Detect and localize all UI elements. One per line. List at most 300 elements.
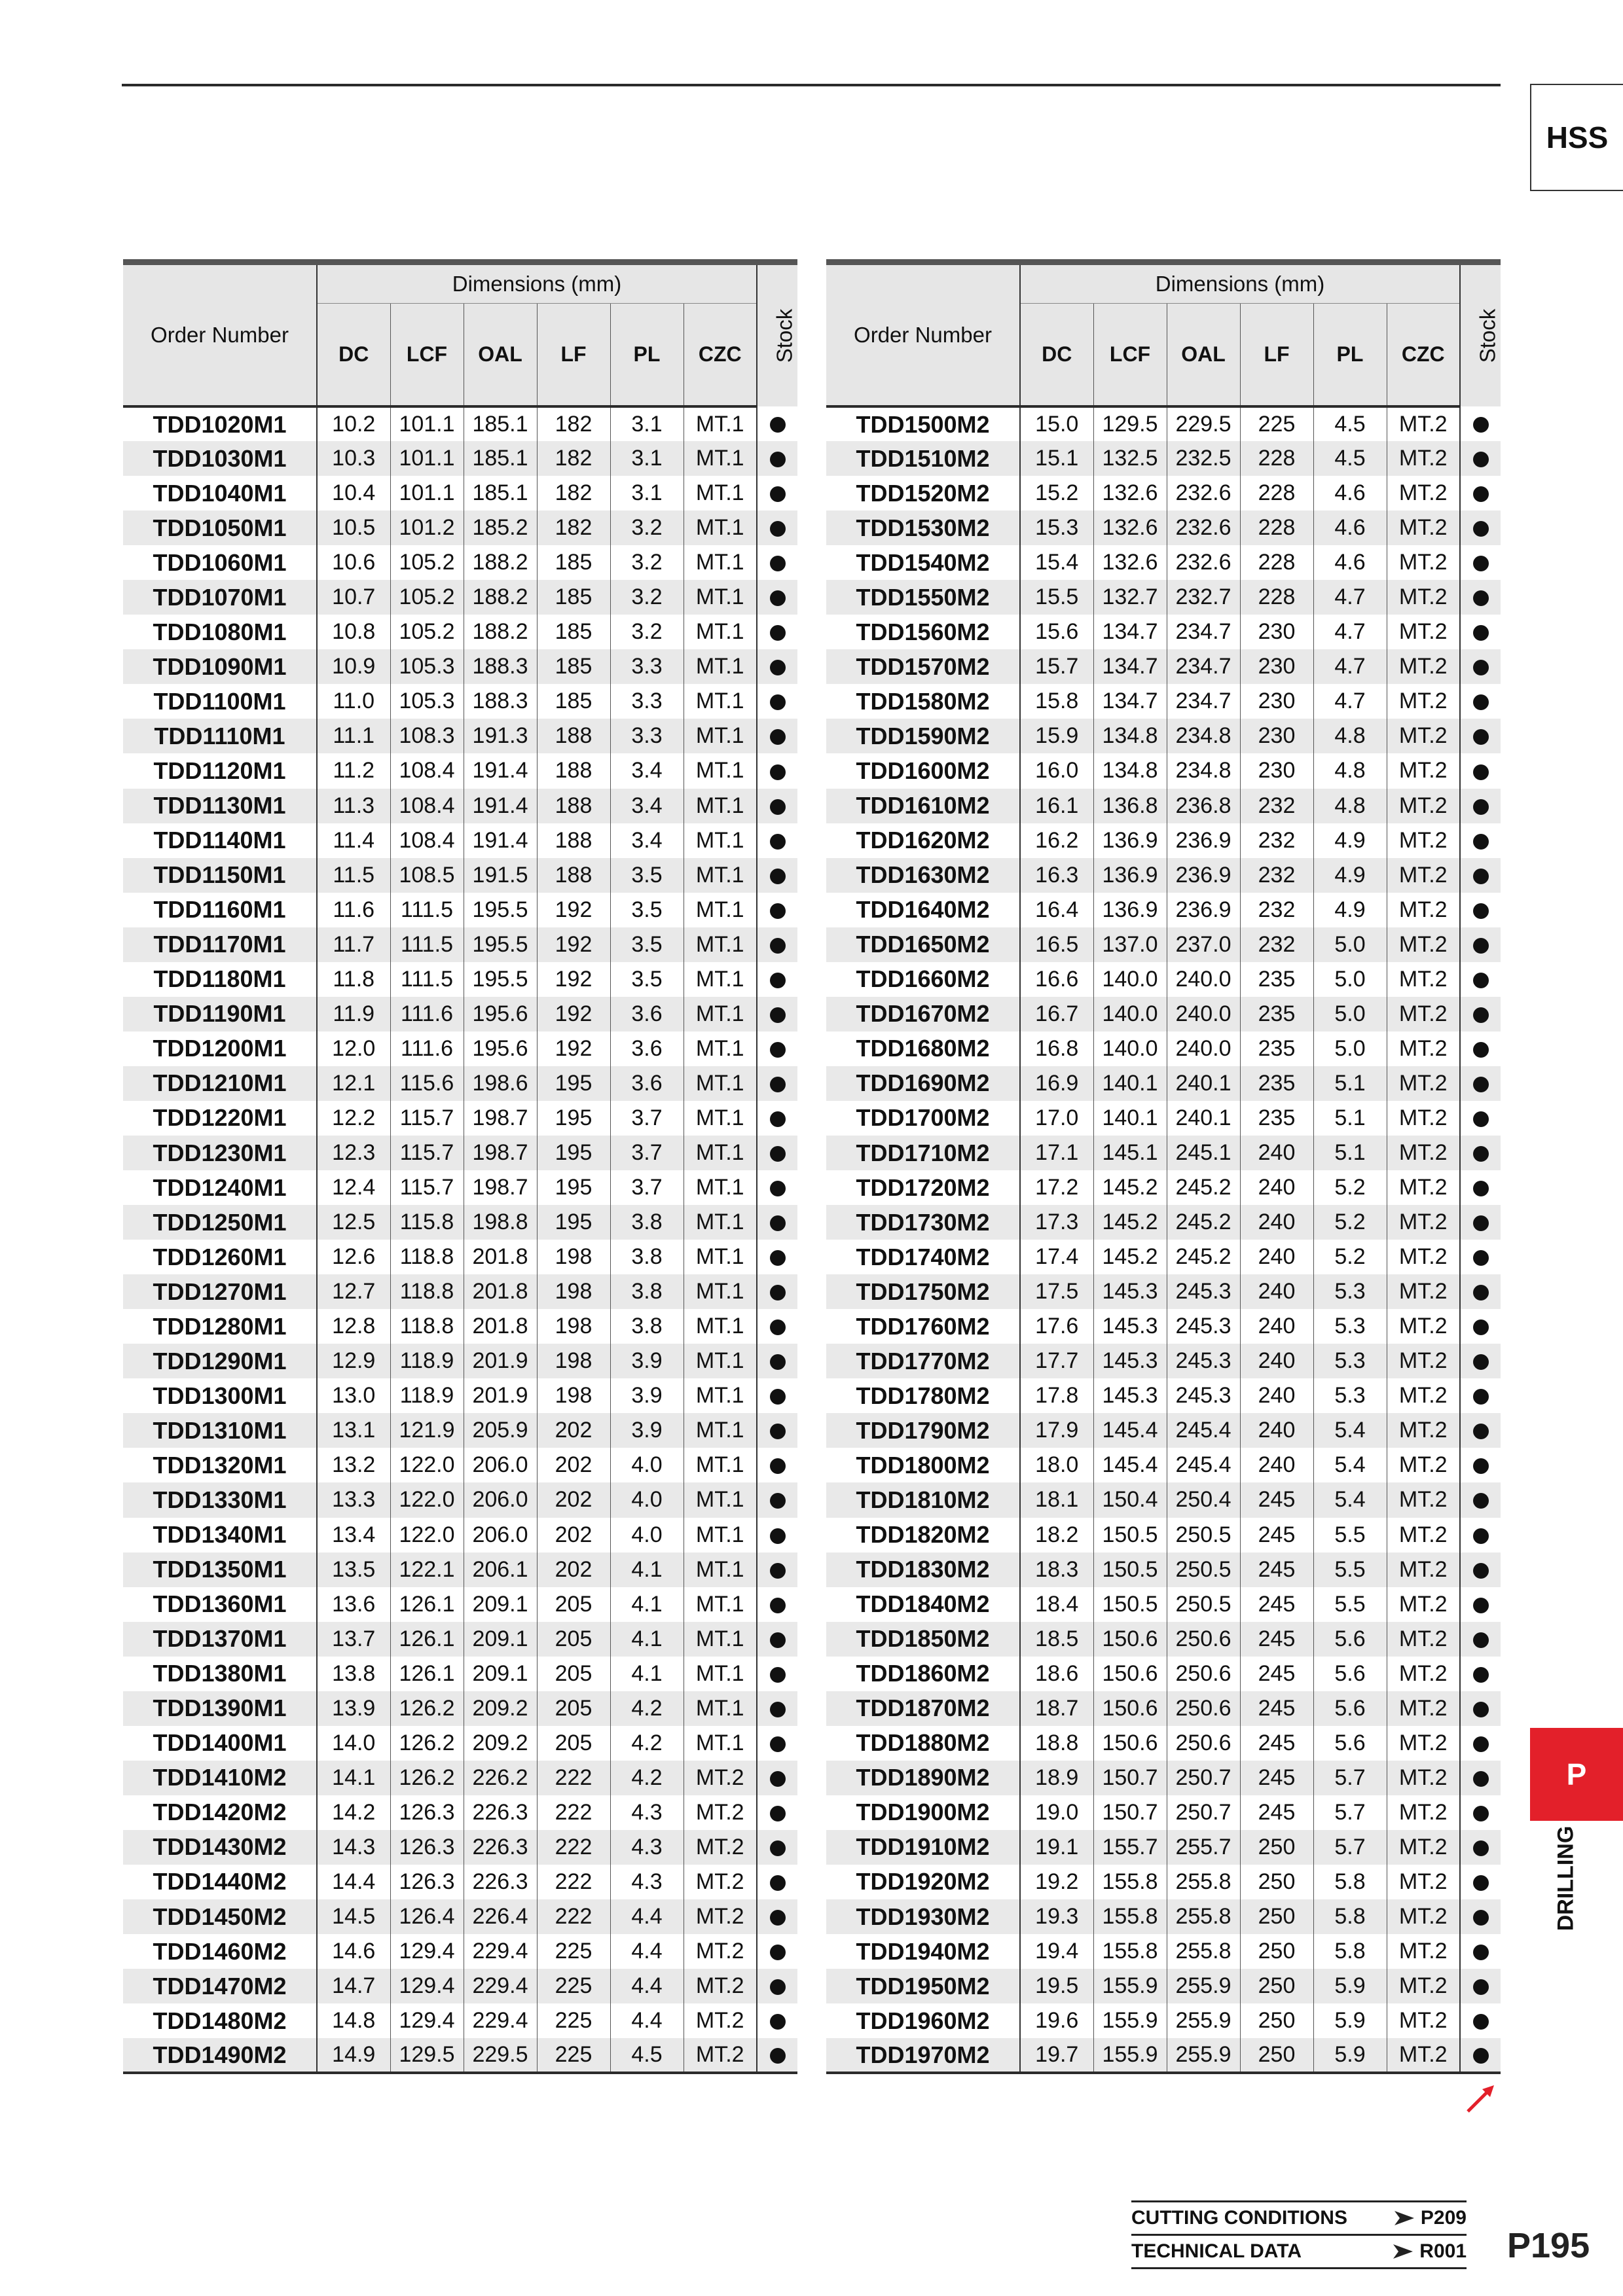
czc-cell: MT.2	[684, 1969, 757, 2003]
oal-cell: 232.7	[1167, 580, 1240, 615]
dc-cell: 16.8	[1020, 1031, 1093, 1066]
in-stock-dot-icon	[770, 1285, 786, 1300]
lf-cell: 235	[1240, 1066, 1313, 1101]
oal-cell: 229.5	[464, 2038, 537, 2073]
pl-cell: 3.8	[610, 1274, 684, 1309]
stock-cell	[757, 1136, 797, 1170]
in-stock-dot-icon	[1473, 1493, 1489, 1509]
order-number-cell: TDD1560M2	[826, 615, 1020, 649]
order-number-cell: TDD1620M2	[826, 823, 1020, 858]
dc-cell: 17.5	[1020, 1274, 1093, 1309]
dc-cell: 17.2	[1020, 1170, 1093, 1205]
oal-cell: 245.4	[1167, 1448, 1240, 1482]
lf-cell: 192	[537, 927, 610, 962]
ref-cutting-conditions[interactable]	[1131, 2200, 1467, 2234]
stock-cell	[1460, 1448, 1501, 1482]
lf-cell: 235	[1240, 962, 1313, 997]
oal-cell: 240.0	[1167, 997, 1240, 1031]
lcf-cell: 101.1	[390, 441, 464, 476]
stock-cell	[757, 1344, 797, 1378]
pl-cell: 4.7	[1313, 580, 1387, 615]
pl-cell: 4.9	[1313, 893, 1387, 927]
order-number-cell: TDD1110M1	[123, 719, 317, 753]
table-row	[123, 580, 797, 615]
dc-cell: 13.2	[317, 1448, 390, 1482]
order-number-cell: TDD1280M1	[123, 1309, 317, 1344]
lcf-cell: 150.4	[1093, 1482, 1167, 1517]
in-stock-dot-icon	[770, 834, 786, 850]
dc-cell: 12.9	[317, 1344, 390, 1378]
pl-cell: 4.3	[610, 1865, 684, 1899]
oal-cell: 255.9	[1167, 2003, 1240, 2038]
order-number-cell: TDD1710M2	[826, 1136, 1020, 1170]
dc-cell: 16.6	[1020, 962, 1093, 997]
dc-cell: 14.7	[317, 1969, 390, 2003]
in-stock-dot-icon	[770, 1077, 786, 1092]
dc-cell: 10.3	[317, 441, 390, 476]
stock-cell	[1460, 997, 1501, 1031]
lcf-cell: 150.5	[1093, 1518, 1167, 1552]
order-number-cell: TDD1530M2	[826, 511, 1020, 545]
in-stock-dot-icon	[770, 1910, 786, 1926]
stock-cell	[1460, 1657, 1501, 1691]
table-row	[123, 511, 797, 545]
pl-cell: 5.9	[1313, 1969, 1387, 2003]
oal-cell: 191.5	[464, 858, 537, 893]
stock-cell	[1460, 1309, 1501, 1344]
czc-cell: MT.1	[684, 1344, 757, 1378]
czc-cell: MT.1	[684, 823, 757, 858]
lcf-cell: 126.3	[390, 1865, 464, 1899]
dc-cell: 19.7	[1020, 2038, 1093, 2073]
order-number-header: Order Number	[123, 262, 317, 407]
oal-cell: 255.8	[1167, 1899, 1240, 1934]
dc-cell: 15.8	[1020, 684, 1093, 719]
czc-cell: MT.2	[1387, 441, 1460, 476]
ref-technical-data[interactable]	[1131, 2234, 1467, 2269]
dc-cell: 16.1	[1020, 789, 1093, 823]
lcf-cell: 105.2	[390, 545, 464, 580]
czc-cell: MT.2	[1387, 997, 1460, 1031]
oal-cell: 250.5	[1167, 1587, 1240, 1622]
in-stock-dot-icon	[1473, 417, 1489, 433]
pl-cell: 3.6	[610, 997, 684, 1031]
dimensions-header: Dimensions (mm)	[317, 262, 757, 304]
lf-cell: 202	[537, 1482, 610, 1517]
table-row	[123, 1726, 797, 1761]
oal-cell: 250.6	[1167, 1726, 1240, 1761]
stock-cell	[757, 1899, 797, 1934]
stock-cell	[1460, 927, 1501, 962]
stock-cell	[1460, 1413, 1501, 1448]
oal-cell: 250.7	[1167, 1795, 1240, 1830]
lcf-cell: 145.3	[1093, 1274, 1167, 1309]
dc-cell: 19.3	[1020, 1899, 1093, 1934]
lf-cell: 225	[537, 1969, 610, 2003]
czc-cell: MT.2	[1387, 1691, 1460, 1726]
oal-cell: 245.2	[1167, 1240, 1240, 1274]
oal-cell: 188.2	[464, 615, 537, 649]
order-number-cell: TDD1310M1	[123, 1413, 317, 1448]
czc-cell: MT.1	[684, 511, 757, 545]
lcf-cell: 132.6	[1093, 511, 1167, 545]
in-stock-dot-icon	[770, 486, 786, 502]
table-row	[826, 823, 1501, 858]
table-row	[123, 753, 797, 788]
lcf-cell: 115.7	[390, 1170, 464, 1205]
table-row	[826, 1448, 1501, 1482]
in-stock-dot-icon	[1473, 1598, 1489, 1613]
order-number-cell: TDD1880M2	[826, 1726, 1020, 1761]
dc-cell: 17.8	[1020, 1378, 1093, 1413]
dc-cell: 12.3	[317, 1136, 390, 1170]
order-number-cell: TDD1330M1	[123, 1482, 317, 1517]
in-stock-dot-icon	[1473, 1424, 1489, 1439]
lf-cell: 228	[1240, 580, 1313, 615]
hss-badge: HSS	[1530, 84, 1623, 191]
table-row	[123, 1934, 797, 1969]
czc-cell: MT.2	[1387, 2038, 1460, 2073]
table-row	[123, 649, 797, 684]
oal-cell: 234.7	[1167, 684, 1240, 719]
lcf-cell: 121.9	[390, 1413, 464, 1448]
pl-cell: 4.9	[1313, 823, 1387, 858]
czc-cell: MT.2	[1387, 858, 1460, 893]
pl-cell: 3.8	[610, 1309, 684, 1344]
reference-links	[1131, 2200, 1467, 2269]
stock-cell	[757, 1378, 797, 1413]
order-number-cell: TDD1940M2	[826, 1934, 1020, 1969]
stock-cell	[757, 1691, 797, 1726]
stock-cell	[1460, 1240, 1501, 1274]
table-body-left	[123, 406, 797, 2073]
table-row	[826, 1795, 1501, 1830]
lcf-cell: 129.4	[390, 1969, 464, 2003]
lf-cell: 240	[1240, 1205, 1313, 1240]
table-row	[123, 719, 797, 753]
order-number-cell: TDD1320M1	[123, 1448, 317, 1482]
lcf-cell: 111.5	[390, 927, 464, 962]
lcf-cell: 145.2	[1093, 1170, 1167, 1205]
table-row	[123, 615, 797, 649]
order-number-cell: TDD1180M1	[123, 962, 317, 997]
table-row	[826, 893, 1501, 927]
table-row	[826, 753, 1501, 788]
lcf-cell: 145.3	[1093, 1309, 1167, 1344]
czc-cell: MT.1	[684, 858, 757, 893]
oal-cell: 250.6	[1167, 1622, 1240, 1657]
order-number-cell: TDD1920M2	[826, 1865, 1020, 1899]
lf-cell: 188	[537, 823, 610, 858]
table-row	[123, 2003, 797, 2038]
order-number-cell: TDD1370M1	[123, 1622, 317, 1657]
pl-cell: 3.2	[610, 615, 684, 649]
corner-arrow-icon	[1464, 2083, 1497, 2115]
in-stock-dot-icon	[770, 1493, 786, 1509]
lf-cell: 235	[1240, 1031, 1313, 1066]
table-row	[123, 789, 797, 823]
dc-cell: 18.7	[1020, 1691, 1093, 1726]
pl-cell: 4.2	[610, 1726, 684, 1761]
lf-cell: 230	[1240, 753, 1313, 788]
col-header-oal: OAL	[1167, 304, 1240, 407]
oal-cell: 232.6	[1167, 545, 1240, 580]
dc-cell: 19.0	[1020, 1795, 1093, 1830]
dc-cell: 18.2	[1020, 1518, 1093, 1552]
order-number-cell: TDD1810M2	[826, 1482, 1020, 1517]
pl-cell: 3.2	[610, 511, 684, 545]
czc-cell: MT.1	[684, 476, 757, 511]
arrow-right-icon	[1393, 2244, 1413, 2259]
dc-cell: 13.5	[317, 1552, 390, 1587]
table-row	[123, 476, 797, 511]
order-number-cell: TDD1660M2	[826, 962, 1020, 997]
stock-cell	[1460, 580, 1501, 615]
oal-cell: 250.5	[1167, 1552, 1240, 1587]
table-row	[123, 1969, 797, 2003]
czc-cell: MT.1	[684, 1691, 757, 1726]
oal-cell: 191.3	[464, 719, 537, 753]
lf-cell: 202	[537, 1552, 610, 1587]
oal-cell: 250.6	[1167, 1657, 1240, 1691]
lcf-cell: 155.9	[1093, 1969, 1167, 2003]
lcf-cell: 145.3	[1093, 1344, 1167, 1378]
lf-cell: 205	[537, 1726, 610, 1761]
lcf-cell: 126.1	[390, 1622, 464, 1657]
order-number-cell: TDD1520M2	[826, 476, 1020, 511]
page-number: P195	[1507, 2226, 1590, 2265]
order-number-cell: TDD1570M2	[826, 649, 1020, 684]
pl-cell: 5.1	[1313, 1066, 1387, 1101]
oal-cell: 234.8	[1167, 753, 1240, 788]
oal-cell: 185.2	[464, 511, 537, 545]
table-row	[123, 2038, 797, 2073]
oal-cell: 201.8	[464, 1309, 537, 1344]
table-row	[123, 927, 797, 962]
pl-cell: 3.5	[610, 858, 684, 893]
pl-cell: 5.7	[1313, 1795, 1387, 1830]
col-header-czc: CZC	[684, 304, 757, 407]
order-number-cell: TDD1170M1	[123, 927, 317, 962]
oal-cell: 188.3	[464, 684, 537, 719]
lf-cell: 202	[537, 1448, 610, 1482]
dc-cell: 14.9	[317, 2038, 390, 2073]
order-number-cell: TDD1420M2	[123, 1795, 317, 1830]
pl-cell: 3.7	[610, 1101, 684, 1136]
in-stock-dot-icon	[1473, 1875, 1489, 1891]
czc-cell: MT.2	[1387, 580, 1460, 615]
pl-cell: 4.5	[610, 2038, 684, 2073]
dc-cell: 11.0	[317, 684, 390, 719]
stock-cell	[1460, 545, 1501, 580]
lf-cell: 230	[1240, 684, 1313, 719]
order-number-cell: TDD1930M2	[826, 1899, 1020, 1934]
table-row	[826, 1309, 1501, 1344]
table-row	[123, 1274, 797, 1309]
lf-cell: 240	[1240, 1240, 1313, 1274]
order-number-cell: TDD1850M2	[826, 1622, 1020, 1657]
pl-cell: 5.0	[1313, 1031, 1387, 1066]
in-stock-dot-icon	[1473, 486, 1489, 502]
lf-cell: 228	[1240, 476, 1313, 511]
dc-cell: 17.6	[1020, 1309, 1093, 1344]
pl-cell: 4.5	[1313, 406, 1387, 441]
in-stock-dot-icon	[1473, 869, 1489, 884]
stock-cell	[757, 1761, 797, 1795]
in-stock-dot-icon	[1473, 660, 1489, 675]
table-row	[123, 997, 797, 1031]
oal-cell: 234.8	[1167, 719, 1240, 753]
dc-cell: 13.3	[317, 1482, 390, 1517]
order-number-cell: TDD1720M2	[826, 1170, 1020, 1205]
pl-cell: 4.7	[1313, 649, 1387, 684]
table-row	[123, 1066, 797, 1101]
lf-cell: 230	[1240, 615, 1313, 649]
stock-cell	[757, 649, 797, 684]
pl-cell: 3.2	[610, 545, 684, 580]
oal-cell: 195.6	[464, 997, 537, 1031]
stock-cell	[757, 1795, 797, 1830]
in-stock-dot-icon	[770, 1667, 786, 1683]
order-number-cell: TDD1690M2	[826, 1066, 1020, 1101]
oal-cell: 201.8	[464, 1274, 537, 1309]
table-row	[826, 1240, 1501, 1274]
lcf-cell: 108.4	[390, 753, 464, 788]
in-stock-dot-icon	[1473, 799, 1489, 815]
dc-cell: 19.6	[1020, 2003, 1093, 2038]
czc-cell: MT.1	[684, 1205, 757, 1240]
ref-page: R001	[1419, 2240, 1467, 2262]
stock-cell	[1460, 1031, 1501, 1066]
czc-cell: MT.2	[1387, 649, 1460, 684]
dc-cell: 17.3	[1020, 1205, 1093, 1240]
czc-cell: MT.2	[684, 1830, 757, 1865]
table-row	[826, 1482, 1501, 1517]
lcf-cell: 140.1	[1093, 1066, 1167, 1101]
lcf-cell: 122.0	[390, 1482, 464, 1517]
czc-cell: MT.1	[684, 1552, 757, 1587]
in-stock-dot-icon	[1473, 1458, 1489, 1474]
lcf-cell: 126.3	[390, 1795, 464, 1830]
oal-cell: 255.8	[1167, 1865, 1240, 1899]
lcf-cell: 101.2	[390, 511, 464, 545]
oal-cell: 209.1	[464, 1622, 537, 1657]
in-stock-dot-icon	[770, 1563, 786, 1579]
col-header-oal: OAL	[464, 304, 537, 407]
dc-cell: 18.0	[1020, 1448, 1093, 1482]
pl-cell: 4.3	[610, 1830, 684, 1865]
oal-cell: 226.3	[464, 1830, 537, 1865]
oal-cell: 206.0	[464, 1482, 537, 1517]
table-row	[826, 1552, 1501, 1587]
lcf-cell: 122.0	[390, 1448, 464, 1482]
lcf-cell: 111.6	[390, 997, 464, 1031]
dc-cell: 16.7	[1020, 997, 1093, 1031]
oal-cell: 185.1	[464, 441, 537, 476]
table-row	[123, 545, 797, 580]
stock-cell	[1460, 1552, 1501, 1587]
lf-cell: 205	[537, 1691, 610, 1726]
lcf-cell: 134.8	[1093, 719, 1167, 753]
top-rule	[122, 84, 1501, 86]
stock-cell	[757, 997, 797, 1031]
stock-cell	[757, 1657, 797, 1691]
dc-cell: 16.5	[1020, 927, 1093, 962]
lcf-cell: 132.5	[1093, 441, 1167, 476]
pl-cell: 5.0	[1313, 962, 1387, 997]
oal-cell: 236.9	[1167, 858, 1240, 893]
lf-cell: 250	[1240, 1934, 1313, 1969]
in-stock-dot-icon	[1473, 521, 1489, 537]
order-number-cell: TDD1300M1	[123, 1378, 317, 1413]
lf-cell: 188	[537, 858, 610, 893]
oal-cell: 206.0	[464, 1448, 537, 1482]
oal-cell: 206.1	[464, 1552, 537, 1587]
table-row	[123, 1518, 797, 1552]
lf-cell: 182	[537, 511, 610, 545]
in-stock-dot-icon	[770, 729, 786, 745]
order-number-cell: TDD1240M1	[123, 1170, 317, 1205]
oal-cell: 229.4	[464, 1969, 537, 2003]
stock-cell	[757, 1101, 797, 1136]
table-row	[123, 1205, 797, 1240]
stock-cell	[1460, 615, 1501, 649]
stock-cell	[757, 1552, 797, 1587]
stock-cell	[757, 1205, 797, 1240]
lcf-cell: 155.9	[1093, 2003, 1167, 2038]
in-stock-dot-icon	[770, 1806, 786, 1821]
oal-cell: 229.4	[464, 1934, 537, 1969]
pl-cell: 5.1	[1313, 1101, 1387, 1136]
order-number-cell: TDD1120M1	[123, 753, 317, 788]
in-stock-dot-icon	[1473, 1319, 1489, 1335]
in-stock-dot-icon	[770, 1042, 786, 1058]
czc-cell: MT.2	[1387, 1031, 1460, 1066]
lf-cell: 240	[1240, 1309, 1313, 1344]
czc-cell: MT.2	[1387, 476, 1460, 511]
czc-cell: MT.2	[1387, 1622, 1460, 1657]
dc-cell: 18.5	[1020, 1622, 1093, 1657]
table-row	[123, 1657, 797, 1691]
lcf-cell: 155.8	[1093, 1865, 1167, 1899]
in-stock-dot-icon	[770, 2048, 786, 2064]
lf-cell: 230	[1240, 719, 1313, 753]
lcf-cell: 115.7	[390, 1136, 464, 1170]
in-stock-dot-icon	[770, 1146, 786, 1162]
table-row	[123, 1413, 797, 1448]
czc-cell: MT.1	[684, 1170, 757, 1205]
stock-cell	[1460, 1518, 1501, 1552]
in-stock-dot-icon	[1473, 556, 1489, 571]
lf-cell: 235	[1240, 1101, 1313, 1136]
czc-cell: MT.2	[1387, 1795, 1460, 1830]
czc-cell: MT.1	[684, 1031, 757, 1066]
dc-cell: 10.8	[317, 615, 390, 649]
in-stock-dot-icon	[770, 660, 786, 675]
dc-cell: 10.9	[317, 649, 390, 684]
lf-cell: 222	[537, 1795, 610, 1830]
stock-cell	[757, 1518, 797, 1552]
dc-cell: 11.7	[317, 927, 390, 962]
lf-cell: 245	[1240, 1518, 1313, 1552]
pl-cell: 5.3	[1313, 1274, 1387, 1309]
stock-cell	[1460, 1170, 1501, 1205]
dc-cell: 15.2	[1020, 476, 1093, 511]
dc-cell: 14.0	[317, 1726, 390, 1761]
pl-cell: 3.9	[610, 1344, 684, 1378]
in-stock-dot-icon	[770, 2014, 786, 2030]
czc-cell: MT.1	[684, 1657, 757, 1691]
